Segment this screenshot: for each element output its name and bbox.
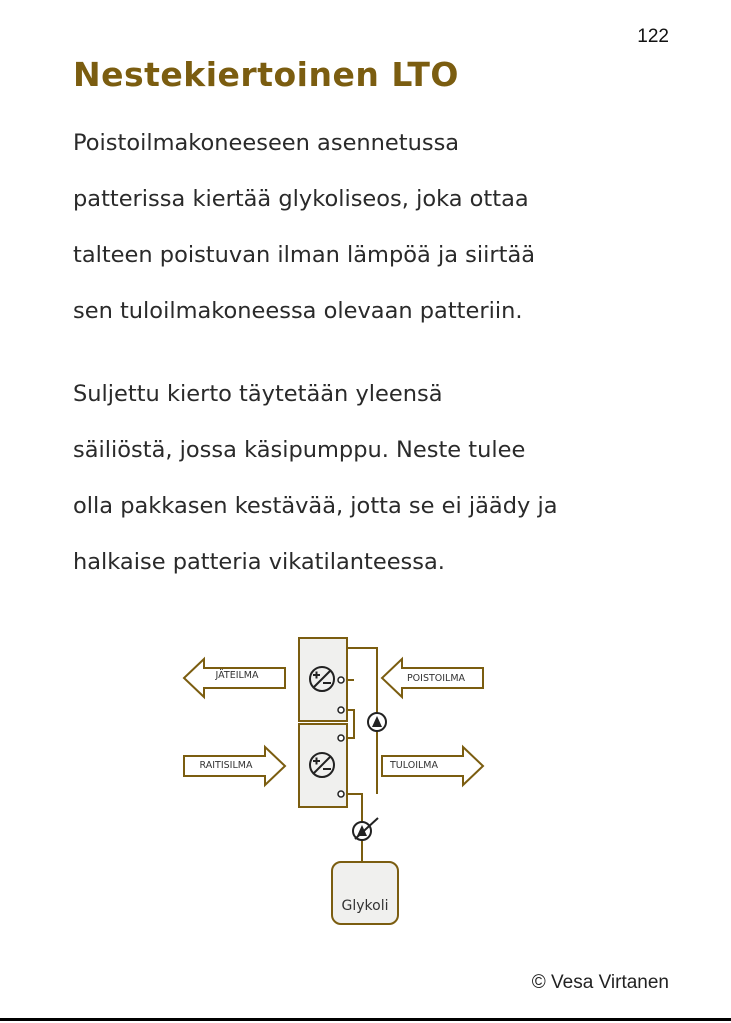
paragraph-line: Poistoilmakoneeseen asennetussa — [73, 130, 460, 156]
paragraph-line: olla pakkasen kestävää, jotta se ei jäädy ja — [73, 493, 558, 519]
hand-pump-icon — [353, 818, 378, 840]
tank-label: Glykoli — [341, 898, 389, 914]
pipe-connection-icon — [338, 677, 344, 683]
paragraph-line: patterissa kiertää glykoliseos, joka ottaa — [73, 186, 529, 212]
bottom-rule — [0, 1018, 731, 1021]
page-title: Nestekiertoinen LTO — [73, 55, 459, 94]
paragraph-line: talteen poistuvan ilman lämpöä ja siirtää — [73, 242, 536, 268]
pump-icon — [368, 713, 386, 731]
pipe-connection-icon — [338, 707, 344, 713]
paragraph-2 — [73, 366, 693, 590]
arrow-label-outdoor-in: RAITISILMA — [199, 760, 253, 771]
paragraph-1 — [73, 115, 693, 339]
copyright: © Vesa Virtanen — [531, 972, 669, 993]
arrow-label-exhaust-in: POISTOILMA — [406, 673, 466, 684]
glycol-tank — [332, 862, 398, 924]
paragraph-line: Suljettu kierto täytetään yleensä — [73, 381, 443, 407]
paragraph-line: säiliöstä, jossa käsipumppu. Neste tulee — [73, 437, 526, 463]
paragraph-line: sen tuloilmakoneessa olevaan patteriin. — [73, 298, 523, 324]
glycol-heat-recovery-diagram — [0, 600, 731, 940]
arrow-label-supply-out: TULOILMA — [390, 760, 438, 771]
paragraph-line: halkaise patteria vikatilanteessa. — [73, 549, 445, 575]
arrow-label-exhaust-out: JÄTEILMA — [215, 670, 259, 681]
page-number: 122 — [637, 26, 669, 47]
pipe-connection-icon — [338, 791, 344, 797]
pipe-connection-icon — [338, 735, 344, 741]
